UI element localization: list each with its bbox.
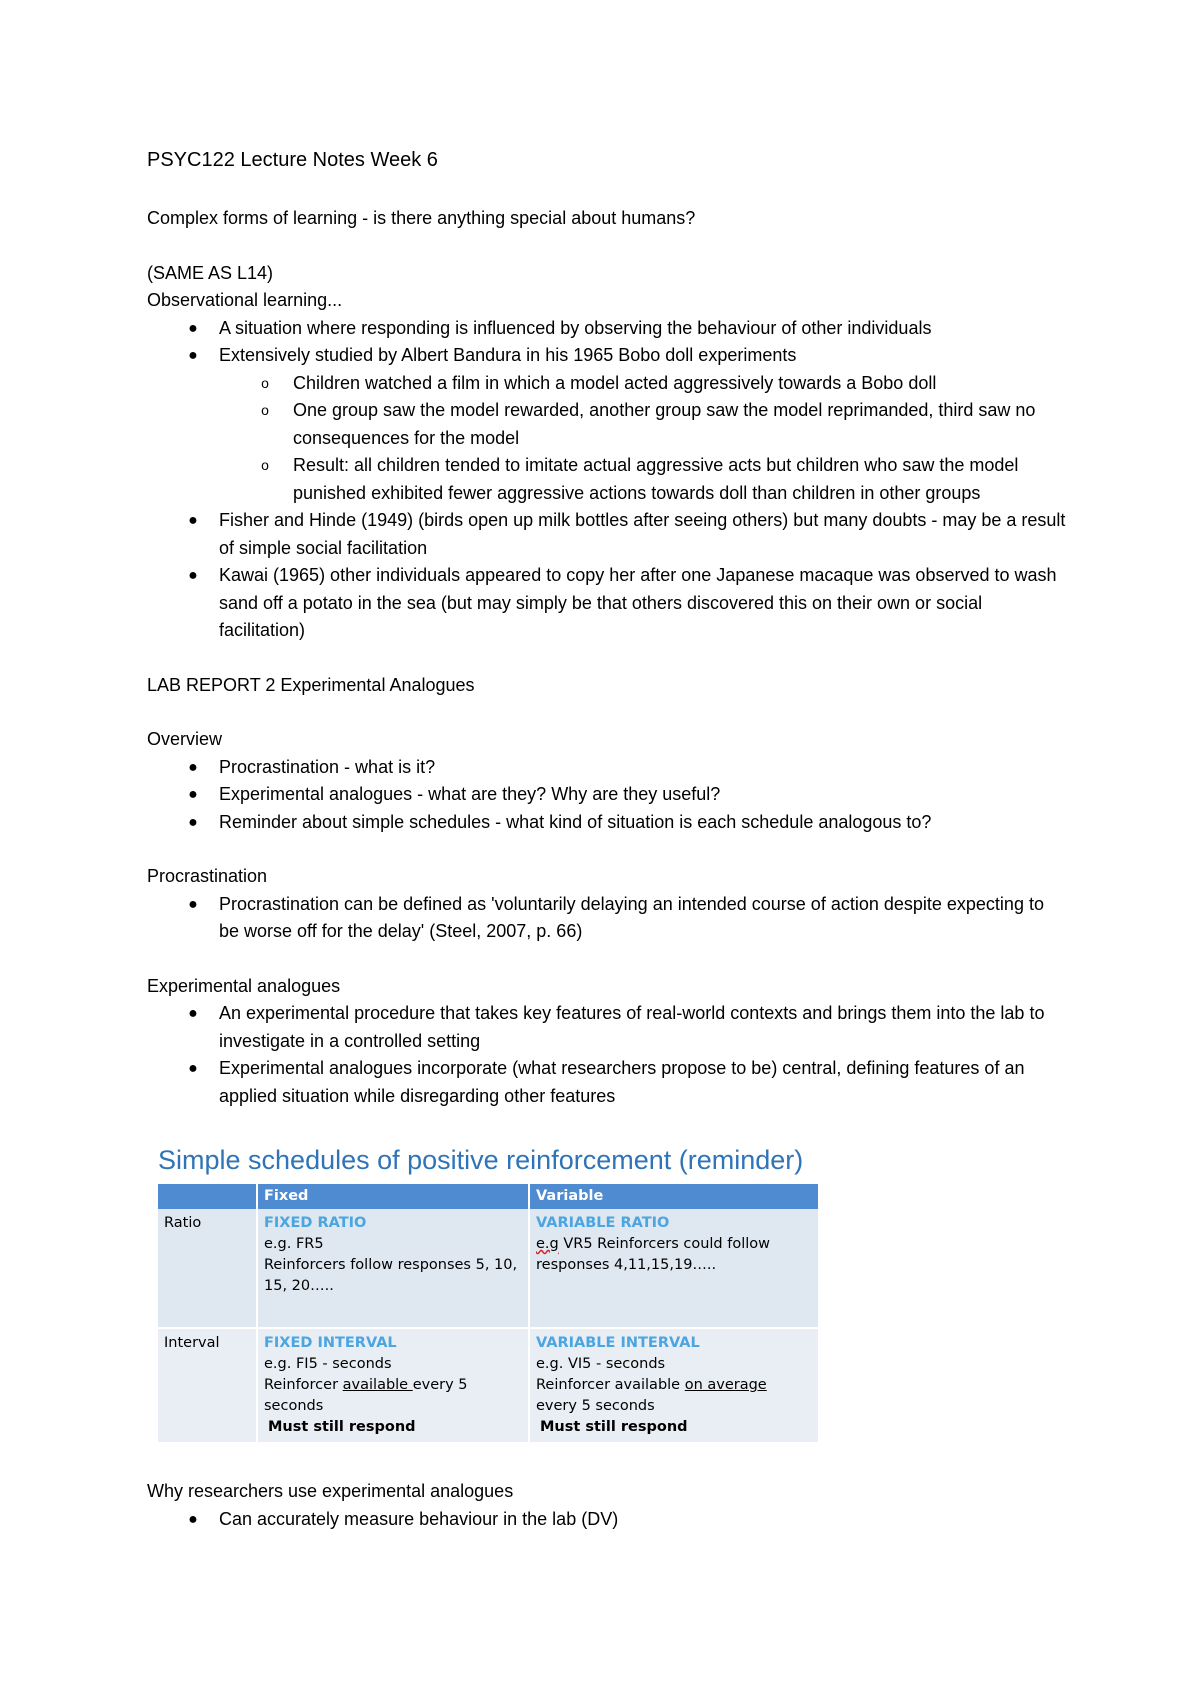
circle-bullet-icon: o (261, 457, 269, 473)
list-item-text: Experimental analogues - what are they? Why are they useful? (219, 784, 721, 804)
text-fragment: every 5 seconds (264, 1377, 468, 1414)
cell-note: Must still respond (540, 1419, 688, 1435)
cell-heading: VARIABLE INTERVAL (536, 1335, 700, 1351)
list-item (147, 754, 1067, 782)
table-header-row (158, 1184, 820, 1209)
list-item (147, 1506, 1067, 1534)
list-item-text: Reminder about simple schedules - what kind of situation is each schedule analogous to? (219, 811, 932, 832)
bullet-icon: ● (188, 567, 198, 584)
cell-description (536, 1375, 812, 1417)
list-item (147, 891, 1067, 946)
cell-variable-ratio (530, 1209, 820, 1329)
document-title: PSYC122 Lecture Notes Week 6 (147, 149, 438, 171)
schedules-slide-image (158, 1140, 828, 1450)
sub-list-item (147, 452, 1067, 507)
cell-note: Must still respond (268, 1419, 416, 1435)
list-item (147, 507, 1067, 562)
list-item (147, 562, 1067, 645)
row-header-ratio: Ratio (158, 1209, 258, 1329)
list-item-text: Procrastination can be defined as 'voluntarily delaying an intended course of action despite expecting to be worse off for the delay' (Steel, 2007, p. 66) (219, 893, 1044, 941)
sub-list-item (147, 370, 1067, 398)
table-row (158, 1329, 820, 1444)
spellcheck-text: e.g (536, 1236, 559, 1252)
document-body (147, 145, 1067, 1110)
sub-list-item (147, 397, 1067, 452)
list-item (147, 1000, 1067, 1055)
circle-bullet-icon: o (261, 374, 269, 391)
list-item-text: A situation where responding is influenced by observing the behaviour of other individuals (219, 317, 932, 338)
underlined-text: on average (684, 1377, 767, 1393)
column-header-variable: Variable (530, 1184, 820, 1209)
underlined-text: available (342, 1377, 413, 1393)
schedules-table (158, 1184, 820, 1444)
circle-bullet-icon: o (261, 402, 269, 418)
table-corner-cell (158, 1184, 258, 1209)
list-item-text: An experimental procedure that takes key features of real-world contexts and brings them into the lab to investigate in a controlled setting (219, 1003, 1045, 1051)
analogues-list (147, 1000, 1067, 1110)
bullet-icon: ● (188, 758, 198, 776)
procrastination-list (147, 891, 1067, 946)
why-heading: Why researchers use experimental analogues (147, 1481, 514, 1501)
why-section (147, 1478, 1067, 1533)
obs-heading: Observational learning... (147, 290, 343, 310)
table-row (158, 1209, 820, 1329)
sub-list-item-text: One group saw the model rewarded, another group saw the model reprimanded, third saw no consequences for the model (293, 400, 1036, 448)
lecture-subtitle: Complex forms of learning - is there anything special about humans? (147, 208, 696, 228)
bullet-icon: ● (188, 1510, 198, 1528)
row-header-interval: Interval (158, 1329, 258, 1444)
text-fragment: Reinforcer (264, 1377, 343, 1393)
cell-example: e.g. VI5 - seconds (536, 1356, 666, 1372)
bullet-icon: ● (188, 512, 198, 529)
list-item-text: Extensively studied by Albert Bandura in his 1965 Bobo doll experiments (219, 345, 797, 365)
cell-heading: VARIABLE RATIO (536, 1215, 670, 1231)
cell-heading: FIXED INTERVAL (264, 1335, 397, 1351)
bullet-icon: ● (188, 347, 198, 364)
cell-example: e.g. FI5 - seconds (264, 1356, 392, 1372)
cell-fixed-ratio (258, 1209, 530, 1329)
bullet-icon: ● (188, 1060, 198, 1077)
bullet-icon: ● (188, 319, 198, 337)
why-list (147, 1506, 1067, 1534)
text-fragment: every 5 seconds (536, 1398, 655, 1414)
list-item-text: Procrastination - what is it? (219, 756, 436, 777)
bullet-icon: ● (188, 813, 198, 831)
list-item (147, 1055, 1067, 1110)
bullet-icon: ● (188, 895, 198, 913)
obs-list (147, 315, 1067, 645)
cell-example: e.g. FR5 (264, 1236, 324, 1252)
list-item-text: Can accurately measure behaviour in the lab (DV) (219, 1508, 619, 1529)
list-item (147, 315, 1067, 343)
lab-report-title: LAB REPORT 2 Experimental Analogues (147, 674, 475, 695)
sub-list-item-text: Children watched a film in which a model acted aggressively towards a Bobo doll (293, 372, 937, 393)
procrastination-heading: Procrastination (147, 866, 268, 886)
cell-description: VR5 Reinforcers could follow responses 4,11,15,19….. (536, 1236, 771, 1273)
obs-tag: (SAME AS L14) (147, 262, 274, 283)
text-fragment: Reinforcer available (536, 1377, 685, 1393)
analogues-heading: Experimental analogues (147, 975, 341, 996)
sub-list-item-text: Result: all children tended to imitate actual aggressive acts but children who saw the model punished exhibited fewer aggressive actions towards doll than children in other groups (293, 455, 1019, 503)
list-item-text: Kawai (1965) other individuals appeared to copy her after one Japanese macaque was observed to wash sand off a potato in the sea (but may simply be that others discovered this on their own or social facilitation) (219, 565, 1057, 640)
cell-example (536, 1234, 812, 1276)
overview-heading: Overview (147, 729, 223, 749)
sub-list (219, 370, 1067, 508)
bullet-icon: ● (188, 786, 198, 803)
list-item (147, 809, 1067, 837)
cell-description: Reinforcers follow responses 5, 10, 15, 20….. (264, 1257, 518, 1294)
overview-list (147, 754, 1067, 837)
bullet-icon: ● (188, 1005, 198, 1022)
cell-variable-interval (530, 1329, 820, 1444)
list-item (147, 342, 1067, 507)
list-item (147, 781, 1067, 809)
cell-heading: FIXED RATIO (264, 1215, 367, 1231)
list-item-text: Fisher and Hinde (1949) (birds open up milk bottles after seeing others) but many doubts - may be a result of simple social facilitation (219, 510, 1066, 558)
slide-title: Simple schedules of positive reinforcement (reminder) (158, 1145, 804, 1175)
cell-description (264, 1375, 522, 1417)
cell-fixed-interval (258, 1329, 530, 1444)
column-header-fixed: Fixed (258, 1184, 530, 1209)
list-item-text: Experimental analogues incorporate (what researchers propose to be) central, defining features of an applied situation while disregarding other features (219, 1058, 1025, 1106)
